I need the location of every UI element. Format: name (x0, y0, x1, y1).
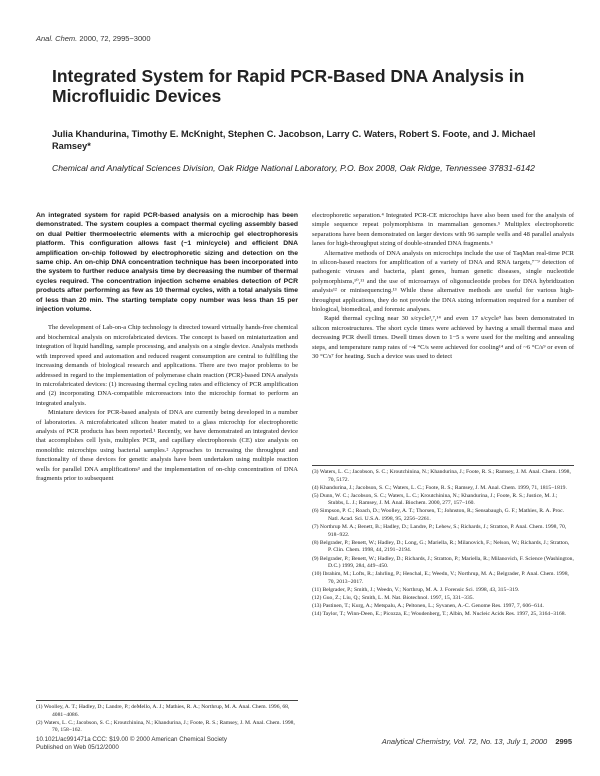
reference-item: (2) Waters, L. C.; Jacobson, S. C.; Kroutchinina, N.; Khandurina, J.; Foote, R. S.; Ramsey, J. M. Anal. Chem. 1998, 70, 158−162. (36, 719, 295, 734)
reference-item: (3) Waters, L. C.; Jacobson, S. C.; Kroutchinina, N.; Khandurina, J.; Foote, R. S.; Ramsey, J. M. Anal. Chem. 1998, 70, 5172. (312, 469, 571, 483)
body-paragraph: Alternative methods of DNA analysis on microchips include the use of TaqMan real-time PCR in silicon-based reactors for amplification of a variety of DNA and RNA targets,⁷⁻⁹ detection of pathogenic viruses and bacteria, plant genes, human genetic diseases, single nucleotide polymorphisms,¹⁰,¹¹ and the use of microarrays of oligonucleotide probes for DNA hybridization analysis¹² or minisequencing.¹³ While these alternative methods are useful for various high-throughput applications, they do not provide the DNA sizing information required for a number of biological, biomedical, and forensic analyses. (312, 249, 574, 314)
reference-item: (7) Northrup M. A.; Benett, B.; Hadley, D.; Landre, P.; Lehew, S.; Richards, J.; Stratton, P. Anal. Chem. 1998, 70, 918−922. (312, 524, 567, 538)
article-title: Integrated System for Rapid PCR-Based DNA Analysis in Microfluidic Devices (52, 66, 525, 106)
page-number: 2995 (555, 737, 572, 746)
footer-right (382, 737, 572, 746)
reference-item: (11) Belgrader, P.; Smith, J.; Weedn, V.; Northrup, M. A. J. Forensic Sci. 1998, 43, 315−319. (312, 586, 520, 593)
reference-item: (14) Taylor, T.; Winn-Deen, E.; Picozza, E.; Woudenberg, T.; Albin, M. Nucleic Acids Res. 1997, 25, 3164−3168. (312, 611, 566, 618)
reference-item: (1) Woolley, A. T.; Hadley, D.; Landre, P.; deMello, A. J.; Mathies, R. A.; Northrup, M. A. Anal. Chem. 1996, 68, 4081−4086. (36, 704, 290, 718)
footer-left (36, 736, 227, 752)
author-list: Julia Khandurina, Timothy E. McKnight, Stephen C. Jacobson, Larry C. Waters, Robert S. Foote, and J. Michael Ramsey* (52, 129, 536, 151)
reference-item: (12) Guo, Z.; Liu, Q.; Smith, L. M. Nat. Biotechnol. 1997, 15, 331−335. (312, 595, 474, 601)
reference-item: (10) Ibrahim, M.; Lofts, R.; Jahrling, P.; Henchal, E.; Weedn, V.; Northrup, M. A.; Belgrader, P. Anal. Chem. 1998, 70, 2013−2017. (312, 571, 569, 585)
reference-item: (5) Dunn, W. C.; Jacobson, S. C.; Waters, L. C.; Kroutchinina, N.; Khandurina, J.; Foote, R. S.; Justice, M. J.; Stubbs, L. J.; Ramsey, J. M. Anal. Biochem. 2000, 277, 157−160. (312, 492, 558, 507)
published-line: Published on Web 05/12/2000 (36, 744, 119, 751)
body-paragraph: The development of Lab-on-a Chip technology is directed toward virtually hands-free chemical and biochemical analysis on microfabricated devices. The concept is based on miniaturization and integration of liquid handling, sample processing, and analysis on a single device. Analysis methods with improved speed and automation and reduced reagent consumption are central to fulfilling the increasing demands of biological research and applications. There are two major problems to be addressed in regard to the implementation of polymerase chain reaction (PCR)-based DNA analysis in microfabricated devices: (1) increasing thermal cycling rates and efficiency of PCR amplification and (2) incorporating DNA-compatible microreactors into the microchip format to perform an integrated analysis. (36, 324, 298, 407)
body-paragraph: electrophoretic separation.⁴ Integrated PCR-CE microchips have also been used for the analysis of simple sequence repeat polymorphisms in mammalian genomes.⁵ Multiplex electrophoretic separations have been demonstrated on larger devices with 96 sample wells and 48 parallel analysis lanes for high-throughput sizing of double-stranded DNA fragments.⁶ (312, 212, 574, 248)
left-column (36, 211, 298, 483)
reference-item: (13) Pastinen, T.; Kurg, A.; Metspalu, A.; Peltonen, L.; Syvanen, A.-C. Genome Res. 1997, 7, 606−614. (312, 603, 544, 610)
doi-line: 10.1021/ac991471a CCC: $19.00 © 2000 American Chemical Society (36, 736, 227, 743)
reference-item: (6) Simpson, P. C.; Roach, D.; Woolley, A. T.; Thorsen, T.; Johnston, R.; Sensabaugh, G. F.; Mathies, R. A. Proc. Natl. Acad. Sci. U.S.A. 1998, 95, 2256−2261. (312, 508, 565, 523)
references-left (36, 700, 298, 735)
references-right (312, 465, 574, 619)
reference-item: (8) Belgrader, P.; Benett, W.; Hadley, D.; Long, G.; Mariella, R.; Milanovich, F.; Nelson, W.; Richards, J.; Stratton, P. Clin. Chem. 1998, 44, 2191−2194. (312, 539, 570, 554)
reference-item: (9) Belgrader, P.; Benett, W.; Hadley, D.; Richards, J.; Stratton, P.; Mariella, R.; Milanovich, F. Science (Washington, D.C.) 1999, 284, 449−450. (312, 555, 574, 570)
abstract: An integrated system for rapid PCR-based analysis on a microchip has been demonstrated. The system couples a compact thermal cycling assembly based on dual Peltier thermoelectric elements with a microchip gel electrophoresis platform. This configuration allows fast (~1 min/cycle) and efficient DNA amplification on-chip followed by electrophoretic sizing and detection on the same chip. An on-chip DNA concentration technique has been incorporated into the system to further reduce analysis time by decreasing the number of thermal cycles required. The concentration injection scheme enables detection of PCR products after performing as few as 10 thermal cycles, with a total analysis time of less than 20 min. The starting template copy number was less than 15 per injection volume. (36, 212, 298, 314)
journal-ref-journal: Anal. Chem. (36, 34, 78, 43)
journal-ref-volume: 2000, 72, 2995−3000 (79, 34, 151, 43)
body-paragraph: Miniature devices for PCR-based analysis of DNA are currently being developed in a number of laboratories. A microfabricated silicon heater mated to a glass microchip for electrophoretic analysis of PCR products has been reported.¹ Recently, we have demonstrated an integrated device that accomplishes cell lysis, multiplex PCR, and capillary electrophoresis (CE) size analysis on monolithic microchips using bacterial samples.² Approaches to increasing the throughput and functionality of these devices for genetic analysis have been undertaken using multiple reaction wells for parallel DNA amplifications³ and the implementation of on-chip concentration of DNA fragments prior to subsequent (36, 409, 298, 482)
journal-reference (36, 34, 151, 43)
reference-item: (4) Khandurina, J.; Jacobson, S. C.; Waters, L. C.; Foote, R. S.; Ramsey, J. M. Anal. Chem. 1999, 71, 1815−1819. (312, 484, 567, 491)
journal-info: Analytical Chemistry, Vol. 72, No. 13, July 1, 2000 (381, 737, 548, 746)
body-paragraph: Rapid thermal cycling near 30 s/cycle³,⁷,¹⁴ and even 17 s/cycle⁹ has been demonstrated in silicon microstructures. The short cycle times were achieved by having a small thermal mass and decreasing PCR dwell times. Dwell times down to 1−5 s were used for the melting and annealing steps, and temperature ramp rates of ~4 °C/s were achieved for cooling¹⁴ and of ~6 °C/s⁹ or even of 30 °C/s⁷ for heating. Such a device was used to detect (312, 315, 574, 361)
right-column (312, 211, 574, 362)
affiliation: Chemical and Analytical Sciences Division, Oak Ridge National Laboratory, P.O. Box 2008, Oak Ridge, Tennessee 37831-6142 (52, 163, 535, 173)
